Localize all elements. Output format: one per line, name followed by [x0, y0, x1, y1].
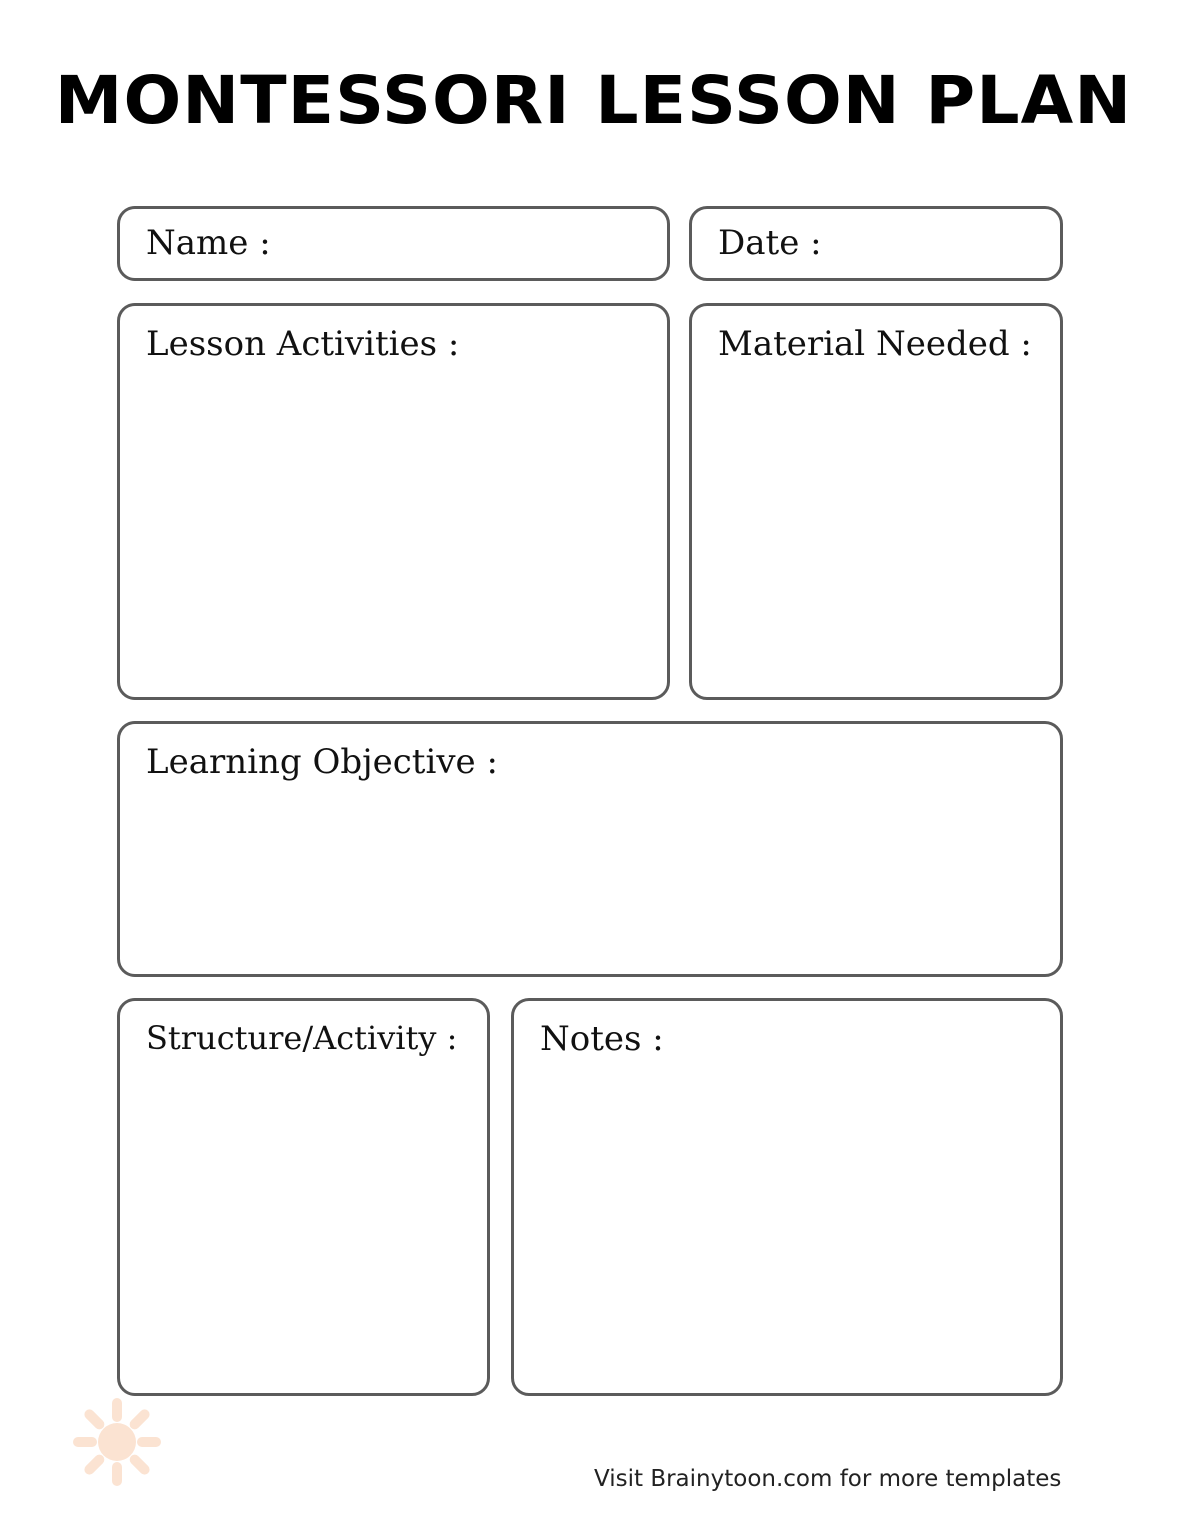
structure-activity-box[interactable] [117, 998, 490, 1396]
name-label: Name : [146, 223, 271, 263]
structure-activity-label: Structure/Activity : [146, 1019, 458, 1057]
name-field[interactable] [117, 206, 670, 281]
date-label: Date : [718, 223, 822, 263]
material-needed-label: Material Needed : [718, 324, 1032, 364]
sun-logo-icon [58, 1392, 176, 1510]
learning-objective-label: Learning Objective : [146, 742, 498, 782]
learning-objective-box[interactable] [117, 721, 1063, 977]
footer-link[interactable]: Visit Brainytoon.com for more templates [594, 1466, 1062, 1492]
page-title: MONTESSORI LESSON PLAN [54, 62, 1133, 139]
date-field[interactable] [689, 206, 1063, 281]
notes-box[interactable] [511, 998, 1063, 1396]
lesson-activities-box[interactable] [117, 303, 670, 700]
notes-label: Notes : [540, 1019, 664, 1059]
lesson-activities-label: Lesson Activities : [146, 324, 460, 364]
material-needed-box[interactable] [689, 303, 1063, 700]
